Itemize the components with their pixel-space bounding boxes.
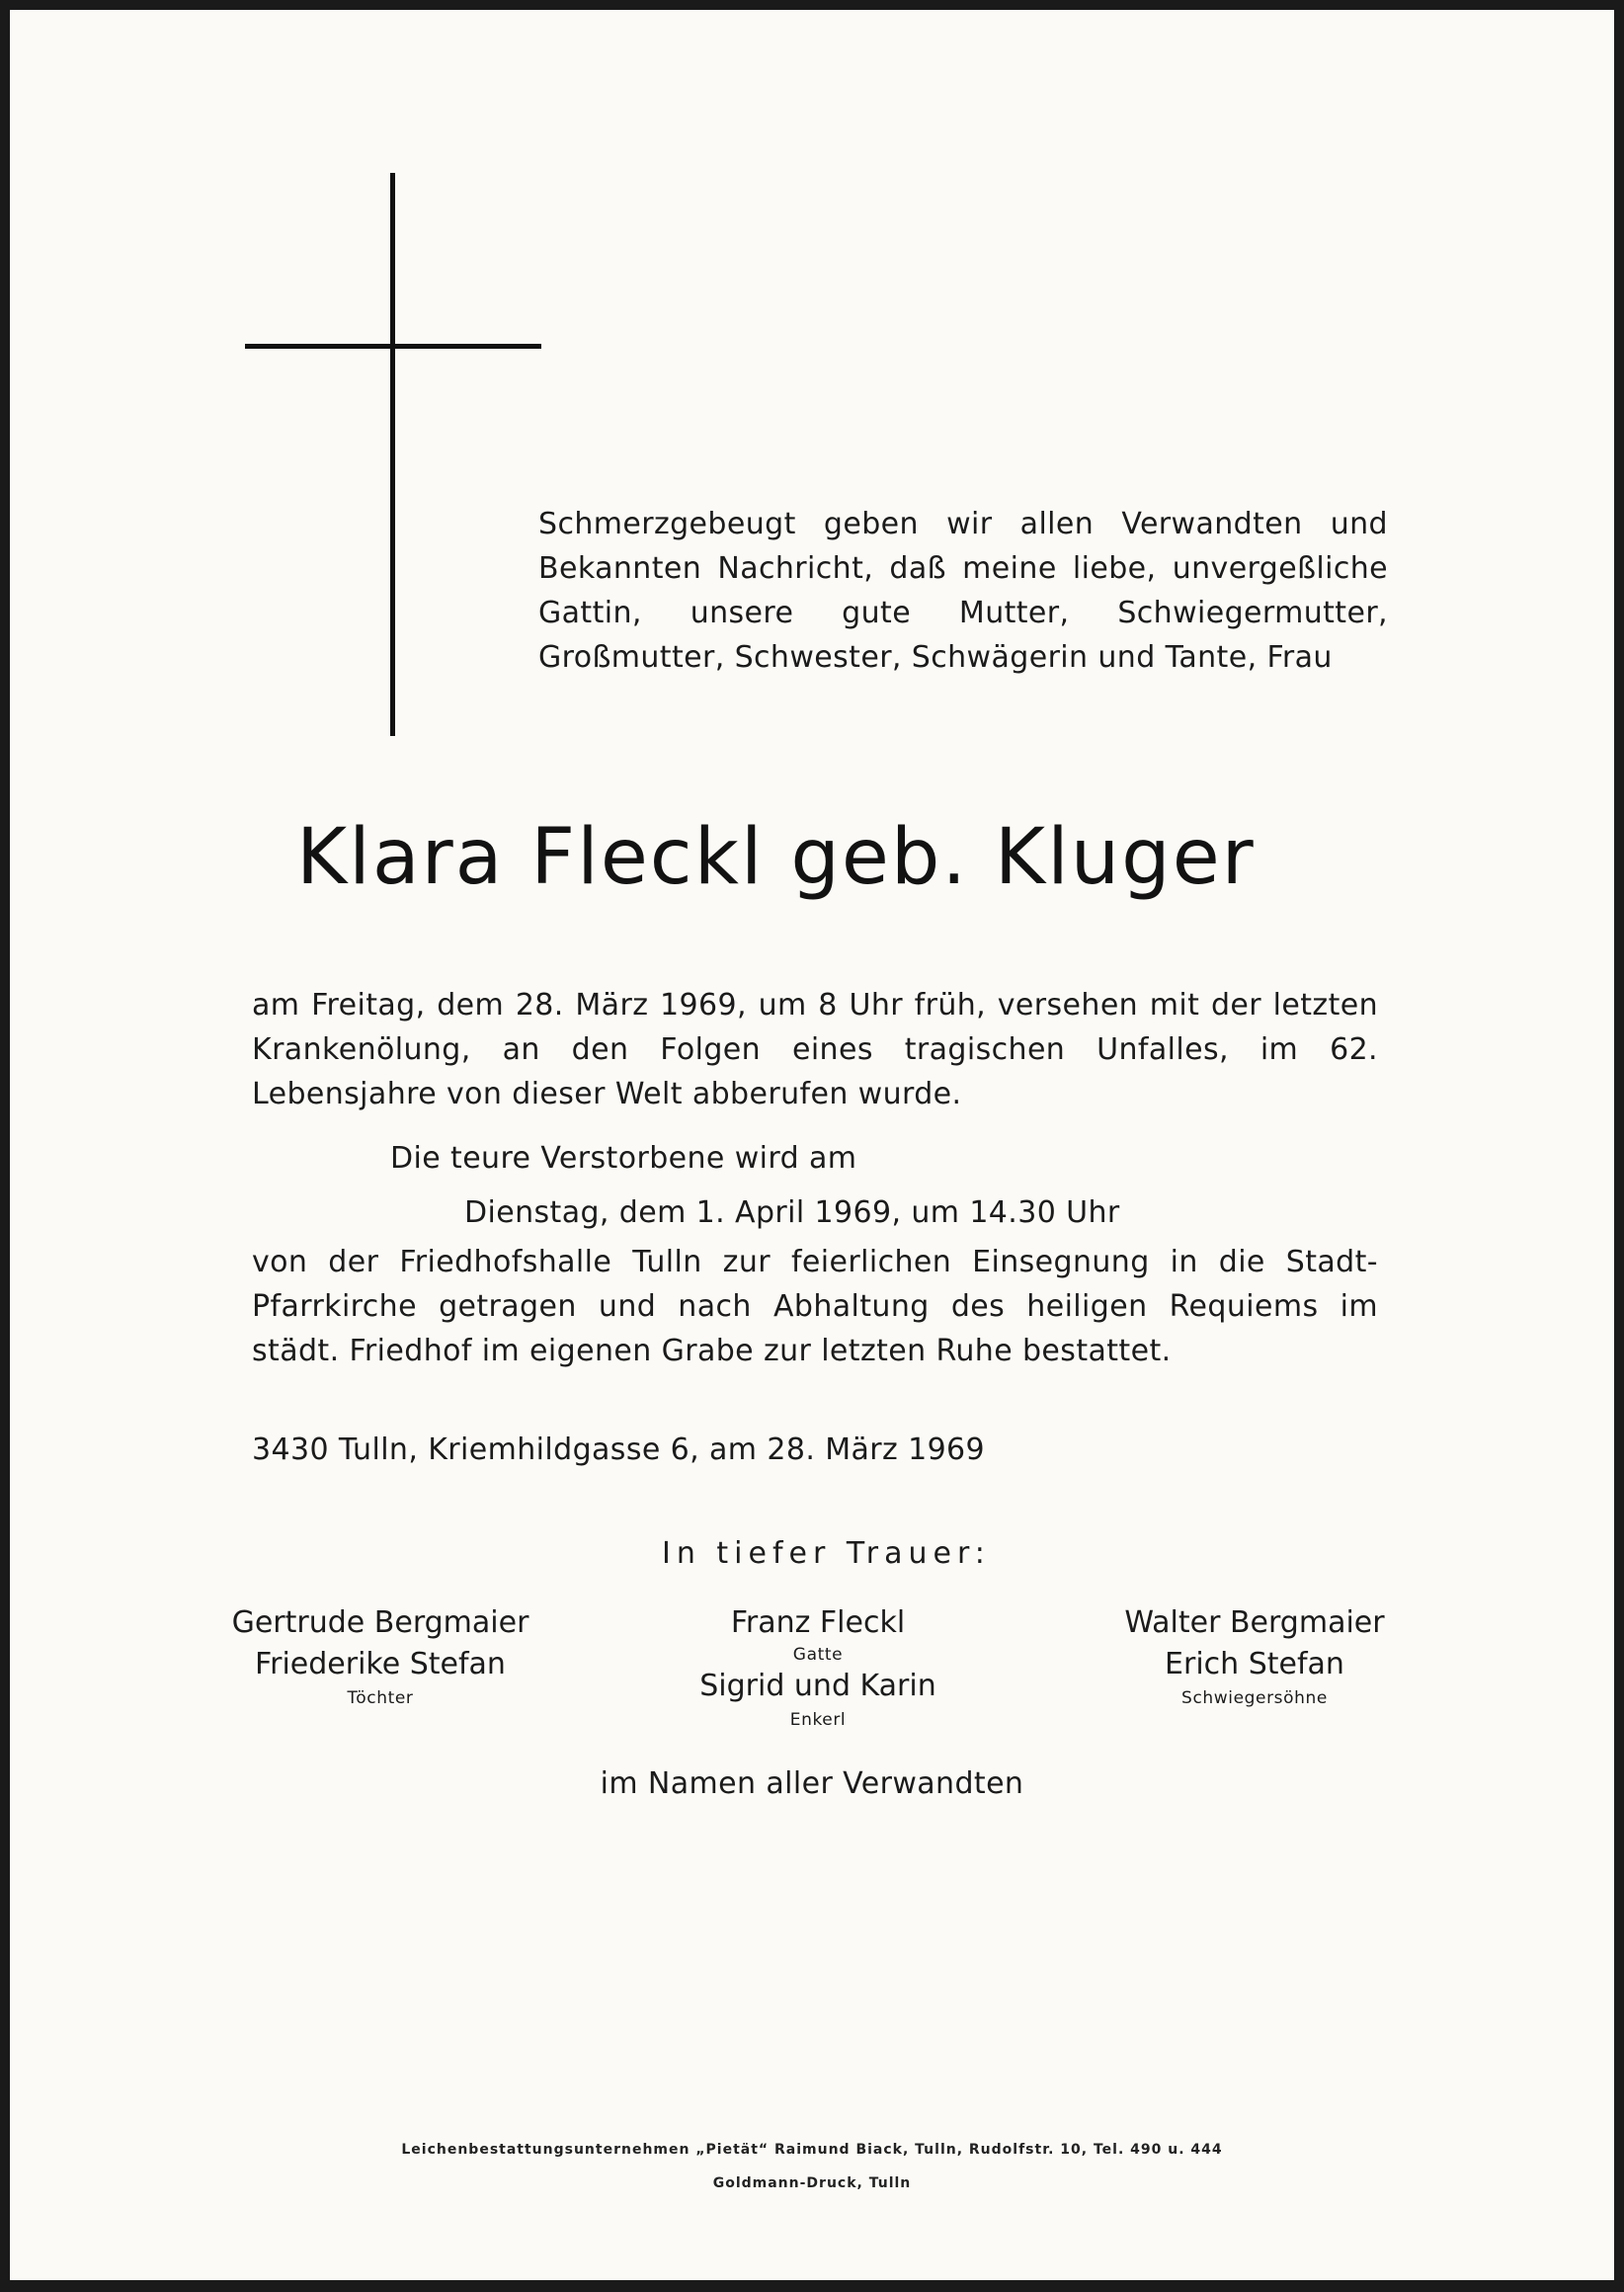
- printer-footer: Goldmann-Druck, Tulln: [712, 2175, 912, 2191]
- mourner-relation: Töchter: [347, 1688, 414, 1708]
- undertaker-footer: Leichenbestattungsunternehmen „Pietät“ Raimund Biack, Tulln, Rudolfstr. 10, Tel. 490 u. 444: [401, 2142, 1223, 2158]
- funeral-intro: Die teure Verstorbene wird am: [390, 1141, 857, 1176]
- funeral-details-paragraph: von der Friedhofshalle Tulln zur feierlichen Einsegnung in die Stadt-Pfarrkirche getragen und nach Abhaltung des heiligen Requiems im städt. Friedhof im eigenen Grabe zur letzten Ruhe bestattet.: [252, 1245, 1378, 1368]
- mourner-name: Franz Fleckl: [730, 1605, 906, 1640]
- mourner-name: Erich Stefan: [1165, 1647, 1344, 1681]
- mourning-heading: In tiefer Trauer:: [662, 1536, 991, 1571]
- mourners-right-column: [1067, 1602, 1442, 1711]
- place-and-date: 3430 Tulln, Kriemhildgasse 6, am 28. März 1969: [252, 1432, 986, 1467]
- mourner-name: Friederike Stefan: [255, 1647, 506, 1681]
- mourners-middle-column: [630, 1602, 1006, 1733]
- mourner-relation: Gatte: [792, 1645, 844, 1665]
- intro-paragraph: Schmerzgebeugt geben wir allen Verwandten und Bekannten Nachricht, daß meine liebe, unvergeßliche Gattin, unsere gute Mutter, Schwiegermutter, Großmutter, Schwester, Schwägerin und Tante, Frau: [538, 507, 1388, 675]
- deceased-name: Klara Fleckl geb. Kluger: [296, 813, 1256, 902]
- mourner-name: Walter Bergmaier: [1124, 1605, 1385, 1640]
- mourner-name: Sigrid und Karin: [699, 1669, 936, 1703]
- cross-vertical-bar: [390, 173, 395, 736]
- mourner-relation: Enkerl: [789, 1710, 847, 1730]
- death-notice-paragraph: am Freitag, dem 28. März 1969, um 8 Uhr früh, versehen mit der letzten Krankenölung, an den Folgen eines tragischen Unfalles, im 62. Lebensjahre von dieser Welt abberufen wurde.: [252, 988, 1378, 1111]
- family-line: im Namen aller Verwandten: [600, 1766, 1024, 1801]
- funeral-date: Dienstag, dem 1. April 1969, um 14.30 Uhr: [464, 1195, 1120, 1230]
- cross-horizontal-bar: [245, 344, 541, 349]
- obituary-notice: [10, 10, 1614, 2280]
- mourner-name: Gertrude Bergmaier: [231, 1605, 529, 1640]
- mourners-left-column: [193, 1602, 568, 1711]
- mourner-relation: Schwiegersöhne: [1181, 1688, 1328, 1708]
